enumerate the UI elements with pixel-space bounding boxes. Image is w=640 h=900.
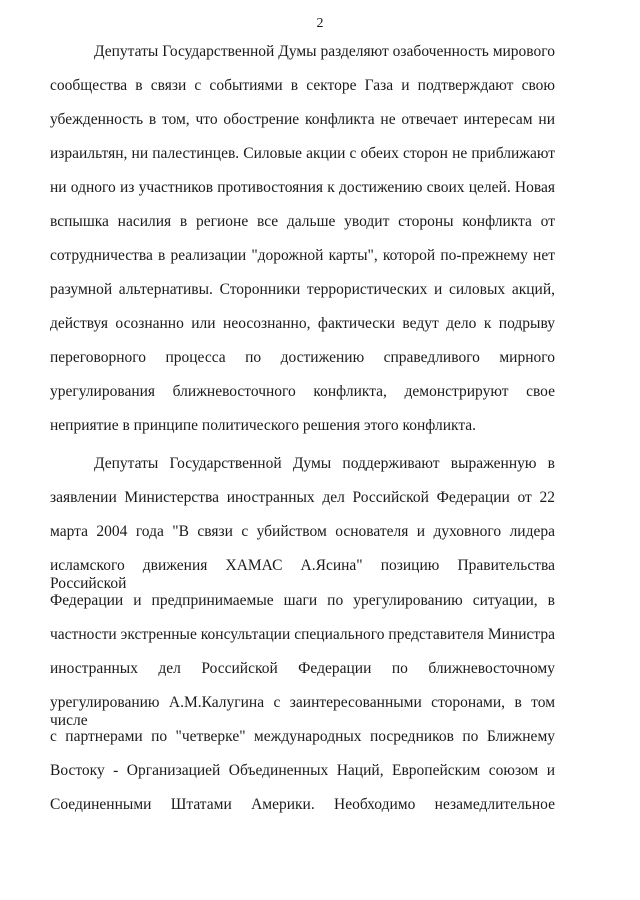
paragraph-1-line-7: сотрудничества в реализации "дорожной карты", которой по-прежнему нет [50,247,555,264]
paragraph-2-line-11: Соединенными Штатами Америки. Необходимо незамедлительное [50,796,555,813]
page-number: 2 [316,16,324,31]
paragraph-1-line-12: неприятие в принципе политического решения этого конфликта. [50,417,477,434]
paragraph-2-line-10: Востоку - Организацией Объединенных Наций, Европейским союзом и [50,762,555,779]
paragraph-1-line-8: разумной альтернативы. Сторонники террористических и силовых акций, [50,281,555,298]
paragraph-2-line-4: исламского движения ХАМАС А.Ясина" позицию Правительства Российской [50,557,555,592]
paragraph-2-line-7: иностранных дел Российской Федерации по ближневосточному [50,660,555,677]
paragraph-1-line-10: переговорного процесса по достижению справедливого мирного [50,349,555,366]
paragraph-2-line-1: Депутаты Государственной Думы поддерживают выраженную в [94,455,555,472]
paragraph-1-line-2: сообщества в связи с событиями в секторе Газа и подтверждают свою [50,77,555,94]
paragraph-2-line-9: с партнерами по "четверке" международных посредников по Ближнему [50,728,555,745]
paragraph-2-line-5: Федерации и предпринимаемые шаги по урегулированию ситуации, в [50,592,555,609]
paragraph-1-line-5: ни одного из участников противостояния к достижению своих целей. Новая [50,179,555,196]
paragraph-1-line-11: урегулирования ближневосточного конфликта, демонстрируют свое [50,383,555,400]
paragraph-1-line-3: убежденность в том, что обострение конфликта не отвечает интересам ни [50,111,555,128]
paragraph-2-line-2: заявлении Министерства иностранных дел Российской Федерации от 22 [50,489,555,506]
paragraph-2-line-6: частности экстренные консультации специального представителя Министра [50,626,555,643]
paragraph-1-line-6: вспышка насилия в регионе все дальше уводит стороны конфликта от [50,213,555,230]
paragraph-1-line-9: действуя осознанно или неосознанно, фактически ведут дело к подрыву [50,315,555,332]
paragraph-1-line-1: Депутаты Государственной Думы разделяют озабоченность мирового [94,43,555,60]
paragraph-2-line-3: марта 2004 года "В связи с убийством основателя и духовного лидера [50,523,555,540]
paragraph-2-line-8: урегулированию А.М.Калугина с заинтересованными сторонами, в том числе [50,694,555,729]
paragraph-1-line-4: израильтян, ни палестинцев. Силовые акции с обеих сторон не приближают [50,145,555,162]
